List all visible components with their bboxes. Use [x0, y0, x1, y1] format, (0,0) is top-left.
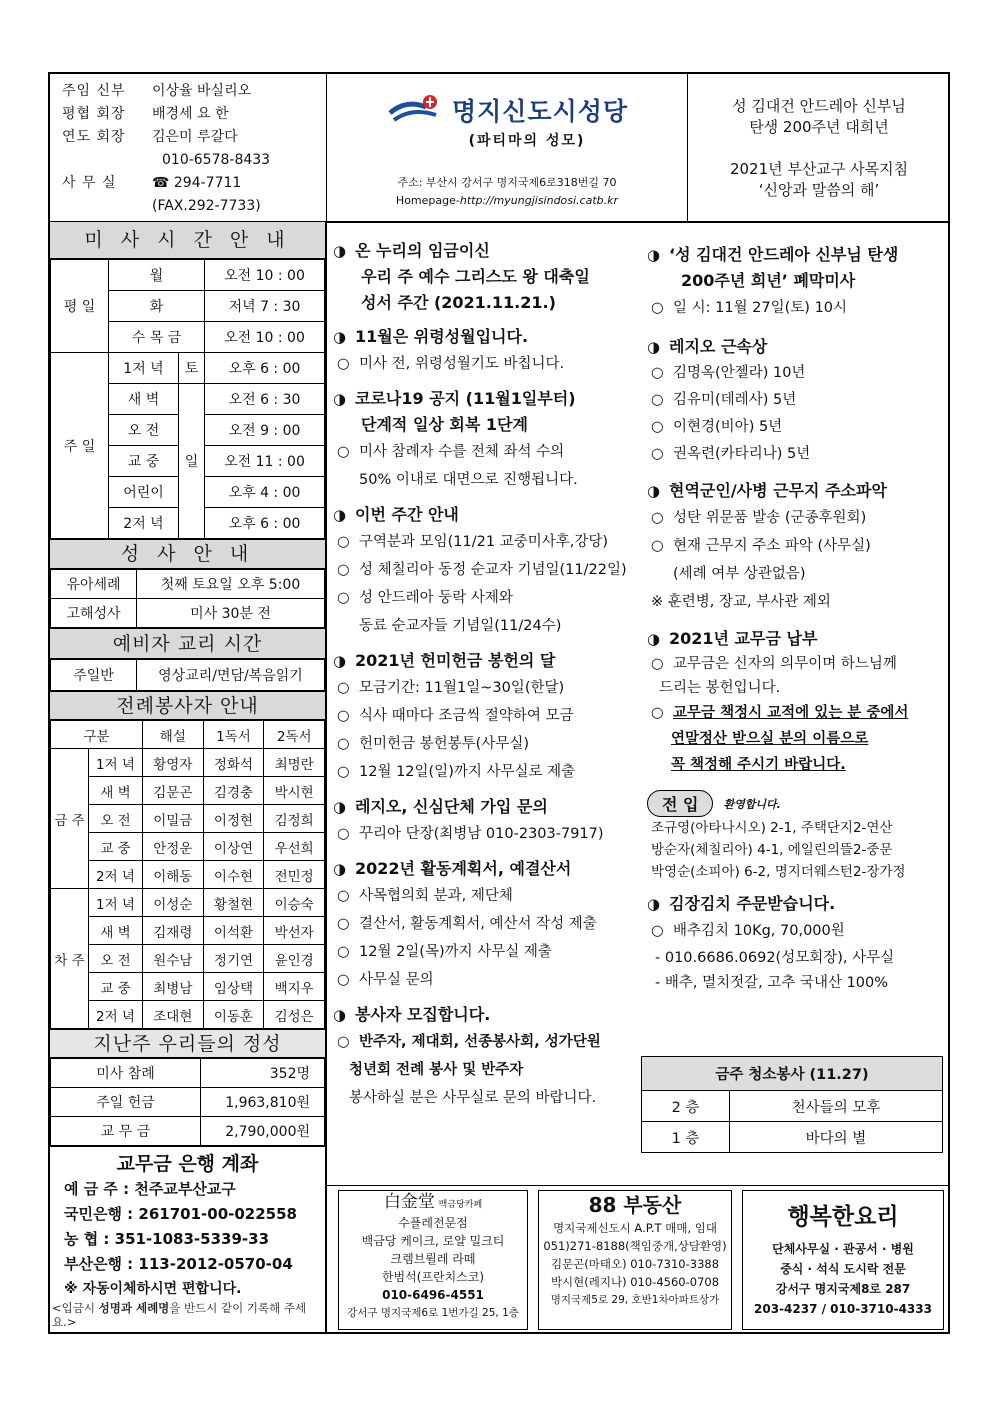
list-item: ○ 성 안드레아 둥락 사제와 — [333, 584, 641, 612]
staff-value: 010-6578-8433 — [162, 152, 271, 168]
motto-line: ‘신앙과 말씀의 해’ — [758, 181, 880, 199]
mass-name: 어린이 — [109, 477, 179, 508]
mass-time: 오전 10 : 00 — [205, 322, 325, 353]
list-item: ○ 사무실 문의 — [333, 966, 641, 994]
list-item: ○ 헌미헌금 봉헌봉투(사무실) — [333, 730, 641, 758]
servers-header: 구분 — [51, 721, 143, 749]
move-in-family: 박영순(소피아) 6-2, 명지더웨스턴2-장가정 — [651, 864, 906, 880]
sacrament-row: 고해성사 미사 30분 전 — [51, 599, 325, 628]
staff-info — [50, 74, 327, 222]
mass-time: 오전 6 : 30 — [205, 384, 325, 415]
bullet-icon: ○ — [337, 708, 350, 724]
move-in-family: 조규영(아타나시오) 2-1, 주택단지2-연산 — [651, 820, 893, 836]
weekday-label: 평 일 — [51, 260, 109, 353]
mass-time: 저녁 7 : 30 — [205, 291, 325, 322]
mass-day: 화 — [109, 291, 205, 322]
servers-header: 2독서 — [264, 721, 325, 749]
bullet-icon: ○ — [337, 888, 350, 904]
ad-happy-cooking: 행복한요리 단체사무실 · 관공서 · 병원 중식 · 석식 도시락 전문 강서구 명지국제8로 287 203-4237 / 010-3710-4333 — [742, 1190, 944, 1330]
staff-row — [62, 195, 326, 218]
server-row: 2저 녁 이해동 이수현 전민정 — [51, 861, 325, 889]
cleaning-title: 금주 청소봉사 (11.27) — [642, 1057, 943, 1091]
list-item: ○ 12월 2일(목)까지 사무실 제출 — [333, 938, 641, 966]
staff-row — [62, 172, 326, 195]
mass-name: 새 벽 — [109, 384, 179, 415]
church-logo-icon — [386, 93, 446, 127]
mass-schedule-table — [50, 259, 325, 539]
staff-row — [62, 103, 326, 126]
list-item: ○ 성 체칠리아 동정 순교자 기념일(11/22일) — [333, 556, 641, 584]
mass-time: 오후 6 : 00 — [205, 508, 325, 539]
mass-name: 교 중 — [109, 446, 179, 477]
list-item: ○ 모금기간: 11월1일~30일(한달) — [333, 674, 641, 702]
list-item: ○ 일 시: 11월 27일(토) 10시 — [647, 294, 950, 322]
bullet-icon: ○ — [337, 680, 350, 696]
server-row: 금 주 1저 녁 황영자 정화석 최명란 — [51, 749, 325, 777]
address: 주소: 부산시 강서구 명지국제6로318번길 70 — [397, 176, 617, 189]
bullet-icon: ○ — [651, 365, 664, 381]
staff-role: 연도 회장 — [62, 129, 126, 145]
catechumen-title: 예비자 교리 시간 — [50, 628, 325, 659]
bullet-icon: ○ — [651, 300, 664, 316]
bank-note: ※ 자동이체하시면 편합니다. — [64, 1281, 242, 1297]
bullet-icon: ○ — [337, 356, 350, 372]
list-item: ○ 구역분과 모임(11/21 교중미사후,강당) — [333, 528, 641, 556]
server-row: 오 전 원수남 정기연 윤인경 — [51, 945, 325, 973]
bullet-icon: ○ — [651, 392, 664, 408]
list-item: ○ 배추김치 10Kg, 70,000원 — [647, 917, 950, 945]
right-column: ◑ ‘성 김대건 안드레아 신부님 탄생 200주년 희년’ 폐막미사 ○ 일 시: 11월 27일(토) 10시 ◑ 레지오 근속상 ○ 김명옥(안젤라) 10년 ○ 김유미(데레사) 5년 ○ 이현경(비아) 5년 ○ 권옥련(카타리나) 5년 ◑ 현역군인/사병 근무지 주소파악 ○ 성탄 위문품 발송 (군종후원회) ○ 현재 근무지 주소 파악 (사무실) (세례 여부 상관없음) ※ 훈련병, 장교, 부사관 제외 ◑ 2021년 교무금 납부 ○ 교무금은 신자의 의무이며 하느님께 드리는 봉헌입니다. ○ 교무금 책정시 교적에 있는 분 중에서 연말정산 받으실 분의 이름으로 꼭 책정해 주시기 바랍니다. 전 입 환영합니다. 조규영(아타나시오) 2-1, 주택단지2-연산 방순자(체칠리아) 4-1, 에일린의뜰2-중문 박영순(소피아) 6-2, 명지더웨스턴2-장가정 ◑ 김장김치 주문받습니다. ○ 배추김치 10Kg, 70,000원 - 010.6686.0692(성모회장), 사무실 - 배추, 멸치젓갈, 고추 국내산 100% — [641, 222, 950, 1188]
server-row: 새 벽 김문곤 김경충 박시현 — [51, 777, 325, 805]
bullet-icon: ○ — [337, 736, 350, 752]
bullet-icon: ○ — [651, 446, 664, 462]
sacrament-table — [50, 569, 325, 628]
move-in-family: 방순자(체칠리아) 4-1, 에일린의뜰2-중문 — [651, 842, 893, 858]
servers-header: 1독서 — [203, 721, 264, 749]
servers-title: 전례봉사자 안내 — [50, 691, 325, 720]
homepage-label: Homepage- — [395, 194, 460, 207]
server-row: 2저 녁 조대현 이동훈 김성은 — [51, 1001, 325, 1029]
homepage-link[interactable]: http://myungjisindosi.catb.kr — [459, 194, 619, 207]
welcome-text: 환영합니다. — [723, 797, 781, 811]
move-in-badge: 전 입 — [647, 790, 713, 817]
mass-name: 2저 녁 — [109, 508, 179, 539]
bulletin-frame — [48, 72, 950, 1334]
offering-title: 지난주 우리들의 정성 — [50, 1029, 325, 1058]
mass-schedule-title: 미 사 시 간 안 내 — [50, 222, 325, 259]
ad-88-realestate: 88 부동산 명지국제신도시 A.P.T 매매, 임대 051)271-8188(책임중개,상담환영) 김문곤(마태오) 010-7310-3388 박시현(레지나) 010-4560-0708 명지국제5로 29, 호반1차아파트상가 — [538, 1190, 732, 1330]
bullet-icon: ○ — [337, 590, 350, 606]
mass-time: 오전 11 : 00 — [205, 446, 325, 477]
list-item: ○ 미사 전, 위령성월기도 바칩니다. — [333, 350, 641, 378]
list-item: ○ 김명옥(안젤라) 10년 — [647, 360, 950, 387]
bullet-icon: ○ — [337, 534, 350, 550]
staff-role: 주임 신부 — [62, 83, 126, 99]
motto-line: 성 김대건 안드레아 신부님 — [732, 97, 906, 115]
motto-line — [688, 138, 950, 159]
ad-baekgeumdang: 白金堂 백금당카페 수플레전문점 백금당 케이크, 로얄 밀크티 크렘브륄레 라떼 한범석(프란치스코) 010-6496-4551 강서구 명지국제6로 1번가길 25, 1층 — [338, 1190, 528, 1330]
staff-role: 평협 회장 — [62, 106, 126, 122]
list-item: ○ 12월 12일(일)까지 사무실로 제출 — [333, 758, 641, 786]
mass-day: 수 목 금 — [109, 322, 205, 353]
staff-role — [62, 195, 152, 218]
bullet-icon: ○ — [651, 419, 664, 435]
mass-time: 오후 6 : 00 — [205, 353, 325, 384]
bank-title: 교무금 은행 계좌 — [116, 1153, 259, 1175]
motto-line: 2021년 부산교구 사목지침 — [729, 160, 909, 178]
church-subtitle: (파티마의 성모) — [468, 133, 586, 149]
bank-note-2: <입금시 성명과 세례명을 반드시 같이 기록해 주세요.> — [52, 1301, 307, 1329]
staff-value: ☎ 294-7711 — [152, 175, 242, 191]
bullet-icon: ○ — [337, 764, 350, 780]
bullet-icon: ○ — [337, 972, 350, 988]
bank-account: 부산은행 : 113-2012-0570-04 — [64, 1255, 293, 1273]
cleaning-box — [641, 1056, 943, 1153]
church-name: 명지신도시성당 — [451, 97, 629, 126]
catechumen-label: 주일반 — [51, 660, 137, 691]
bullet-icon: ○ — [337, 562, 350, 578]
bullet-icon: ○ — [337, 944, 350, 960]
offering-row: 주일 헌금 1,963,810원 — [51, 1088, 325, 1117]
church-header — [327, 74, 687, 222]
offering-row: 미사 참례 352명 — [51, 1059, 325, 1088]
mass-name: 오 전 — [109, 415, 179, 446]
staff-role: 사 무 실 — [62, 175, 117, 191]
saturday-label: 토 — [179, 353, 205, 384]
bullet-icon: ○ — [651, 923, 664, 939]
bank-account: 농 협 : 351-1083-5339-33 — [64, 1230, 270, 1248]
list-item: ○ 꾸리아 단장(최병남 010-2303-7917) — [333, 820, 641, 848]
sunday-day-label: 일 — [179, 384, 205, 539]
list-item: ○ 사목협의회 분과, 제단체 — [333, 882, 641, 910]
left-column — [50, 222, 327, 1334]
motto-line: 탄생 200주년 대희년 — [749, 118, 889, 136]
sunday-label: 주 일 — [51, 353, 109, 539]
servers-table — [50, 720, 325, 1029]
offering-table — [50, 1058, 325, 1146]
mass-time: 오전 9 : 00 — [205, 415, 325, 446]
server-row: 교 중 최병남 임상택 백지우 — [51, 973, 325, 1001]
mass-name: 1저 녁 — [109, 353, 179, 384]
mass-day: 월 — [109, 260, 205, 291]
bullet-icon: ○ — [337, 916, 350, 932]
server-row: 오 전 이밀금 이정현 김정희 — [51, 805, 325, 833]
bank-account: 국민은행 : 261701-00-022558 — [64, 1205, 297, 1223]
list-item: ○ 권옥련(카타리나) 5년 — [647, 441, 950, 468]
offering-row: 교 무 금 2,790,000원 — [51, 1117, 325, 1146]
staff-row — [62, 126, 326, 149]
staff-value: (FAX.292-7733) — [152, 198, 261, 214]
bank-section — [50, 1146, 325, 1329]
staff-value: 이상율 바실리오 — [152, 83, 252, 99]
sacrament-title: 성 사 안 내 — [50, 539, 325, 569]
catechumen-table — [50, 659, 325, 691]
list-item: ○ 식사 때마다 조금씩 절약하여 모금 — [333, 702, 641, 730]
catechumen-value: 영상교리/면담/복음읽기 — [137, 660, 325, 691]
server-row: 교 중 안정운 이상연 우선희 — [51, 833, 325, 861]
list-item: ○ 결산서, 활동계획서, 예산서 작성 제출 — [333, 910, 641, 938]
staff-role — [62, 149, 162, 172]
week-label: 금 주 — [51, 749, 89, 889]
bank-account: 예 금 주 : 천주교부산교구 — [64, 1180, 236, 1198]
mass-time: 오후 4 : 00 — [205, 477, 325, 508]
list-item: ○ 이현경(비아) 5년 — [647, 414, 950, 441]
cleaning-row: 2 층 천사들의 모후 — [642, 1091, 943, 1122]
staff-row — [62, 149, 326, 172]
server-row: 새 벽 김재령 이석환 박선자 — [51, 917, 325, 945]
staff-value: 김은미 루갈다 — [152, 129, 238, 145]
server-row: 차 주 1저 녁 이성순 황철현 이승숙 — [51, 889, 325, 917]
middle-column: ◑ 온 누리의 임금이신 우리 주 예수 그리스도 왕 대축일 성서 주간 (2021.11.21.) ◑ 11월은 위령성월입니다. ○ 미사 전, 위령성월기도 바칩니다. ◑ 코로나19 공지 (11월1일부터) 단계적 일상 회복 1단계 ○ 미사 참례자 수를 전체 좌석 수의 50% 이내로 대면으로 진행됩니다. ◑ 이번 주간 안내 ○ 구역분과 모임(11/21 교중미사후,강당) ○ 성 체칠리아 동정 순교자 기념일(11/22일) ○ 성 안드레아 둥락 사제와 동료 순교자들 기념일(11/24수) ◑ 2021년 헌미헌금 봉헌의 달 ○ 모금기간: 11월1일~30일(한달) ○ 식사 때마다 조금씩 절약하여 모금 ○ 헌미헌금 봉헌봉투(사무실) ○ 12월 12일(일)까지 사무실로 제출 ◑ 레지오, 신심단체 가입 문의 ○ 꾸리아 단장(최병남 010-2303-7917) ◑ 2022년 활동계획서, 예결산서 ○ 사목협의회 분과, 제단체 ○ 결산서, 활동계획서, 예산서 작성 제출 ○ 12월 2일(목)까지 사무실 제출 ○ 사무실 문의 ◑ 봉사자 모집합니다. ○ 반주자, 제대회, 선종봉사회, 성가단원 청년회 전례 봉사 및 반주자 봉사하실 분은 사무실로 문의 바랍니다. — [327, 222, 641, 1188]
week-label: 차 주 — [51, 889, 89, 1029]
cleaning-row: 1 층 바다의 별 — [642, 1122, 943, 1153]
weekday-mass-row — [51, 260, 325, 291]
servers-header: 해설 — [143, 721, 204, 749]
staff-value: 배경세 요 한 — [152, 106, 229, 122]
bullet-icon: ○ — [337, 826, 350, 842]
pastoral-motto — [687, 74, 950, 222]
sunday-mass-row — [51, 353, 325, 384]
staff-row — [62, 80, 326, 103]
list-item: ○ 김유미(데레사) 5년 — [647, 387, 950, 414]
mass-time: 오전 10 : 00 — [205, 260, 325, 291]
sacrament-row: 유아세례 첫째 토요일 오후 5:00 — [51, 570, 325, 599]
